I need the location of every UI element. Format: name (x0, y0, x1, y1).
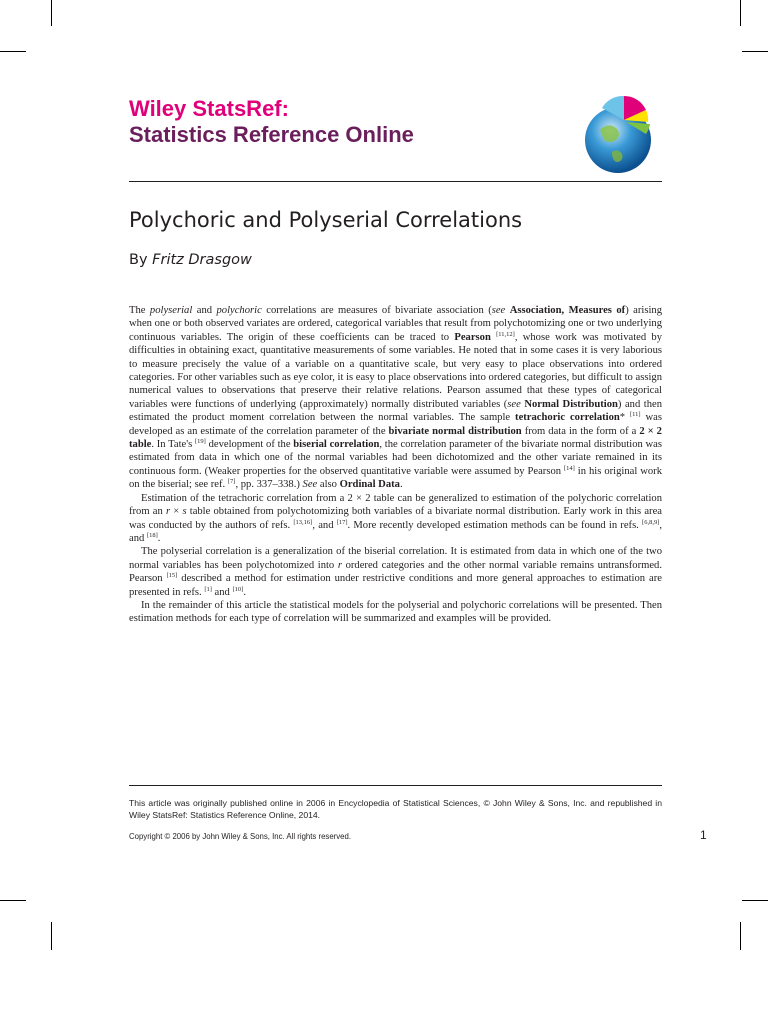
crop-mark (51, 922, 52, 950)
paragraph-4 (129, 599, 662, 626)
citation[interactable]: [7] (227, 478, 236, 486)
text: , and (129, 519, 663, 544)
citation[interactable]: [11,12] (496, 330, 515, 338)
page-number: 1 (700, 828, 707, 842)
article-body (129, 304, 662, 626)
citation[interactable]: [11] (630, 411, 641, 419)
article-title: Polychoric and Polyserial Correlations (129, 208, 523, 232)
text: . More recently developed estimation methods can be found in refs. (347, 519, 643, 531)
see-label: See (302, 479, 318, 491)
text: and (192, 305, 217, 316)
text: The (129, 305, 150, 316)
text: also (317, 479, 340, 491)
text: from data in the form of a (521, 425, 640, 437)
text: described a method for estimation under restrictive conditions and more general approaches to estimation are presented in refs. (129, 573, 662, 598)
cross-reference-link[interactable]: biserial correlation (293, 439, 380, 451)
publication-note: This article was originally published online in 2006 in Encyclopedia of Statistical Sciences, © John Wiley & Sons, Inc. and republished in Wiley StatsRef: Statistics Reference Online, 2014. (129, 798, 662, 820)
crop-mark (742, 51, 768, 52)
math-variable: s (182, 506, 187, 518)
cross-reference-link[interactable]: tetrachoric correlation (515, 412, 620, 424)
see-label: see (491, 305, 506, 316)
text: . (399, 479, 403, 491)
crop-mark (0, 900, 26, 901)
text: ordered categories and the other normal variable remains untransformed. Pearson (129, 559, 662, 585)
brand-title (129, 96, 414, 148)
cross-reference-link[interactable]: Association, Measures of (509, 305, 626, 316)
math-variable: r (165, 506, 171, 518)
text: . (157, 532, 161, 544)
paragraph-2 (129, 492, 662, 546)
text: table obtained from polychotomizing both variables of a bivariate normal distribution. Early work in this area was conducted by the authors of refs. (129, 506, 662, 531)
text: was developed as an estimate of the correlation parameter of the (129, 412, 662, 437)
text: , pp. 337–338.) (235, 479, 303, 491)
text: correlations are measures of bivariate association ( (261, 305, 492, 316)
header-rule (129, 181, 662, 182)
citation[interactable]: [13,16] (293, 518, 313, 526)
cross-reference-link[interactable]: 2 × 2 table (129, 425, 662, 451)
crop-mark (740, 0, 741, 26)
term: polychoric (216, 305, 262, 316)
citation[interactable]: [15] (166, 572, 178, 580)
brand-line-1: Wiley StatsRef: (129, 96, 289, 121)
author-name: Fritz Drasgow (152, 252, 252, 268)
crop-mark (740, 922, 741, 950)
text: and (211, 586, 233, 598)
citation[interactable]: [6,8,9] (642, 518, 660, 526)
text: . (243, 586, 246, 598)
cross-reference-link[interactable]: bivariate normal distribution (388, 425, 522, 437)
text: In the remainder of this article the statistical models for the polyserial and polychoric correlations will be presented. Then estimation methods for each type of correlation will be summarized and examples will be provided. (129, 599, 662, 625)
crop-mark (742, 900, 768, 901)
text: development of the (205, 439, 294, 451)
brand-line-2: Statistics Reference Online (129, 122, 414, 147)
see-label: see (507, 398, 521, 410)
text: , whose work was motivated by difficulties in obtaining exact, quantitative measurements of some variables. He noted that in some cases it is very laborious to measure precisely the value of a variable on a quantitative scale, but very easy to place observations into ordered categories. For other variables such as eye color, it is easy to place observations into ordered categories, but difficult to assign numerical values to observations that preserve their relative relations. Pearson assumed that these types of categorical variables were functions of underlying (approximately) normally distributed variables ( (129, 331, 663, 410)
byline-prefix: By (129, 252, 148, 268)
citation[interactable]: [19] (194, 438, 206, 446)
citation[interactable]: [14] (564, 464, 575, 472)
citation[interactable]: [18] (146, 531, 158, 539)
asterisk: * (619, 412, 626, 424)
text: Estimation of the tetrachoric correlation from a 2 × 2 table can be generalized to estimation of the polychoric correlation from an (129, 492, 662, 518)
citation[interactable]: [1] (204, 585, 212, 593)
term: polyserial (149, 305, 193, 316)
cross-reference-link[interactable]: Normal Distribution (524, 398, 618, 410)
paragraph-1 (129, 304, 662, 492)
crop-mark (51, 0, 52, 26)
byline (129, 252, 252, 268)
crop-mark (0, 51, 26, 52)
text: × (170, 506, 183, 518)
cross-reference-link[interactable]: Ordinal Data (339, 479, 400, 491)
globe-pie-chart-icon (578, 90, 664, 176)
copyright-notice: Copyright © 2006 by John Wiley & Sons, Inc. All rights reserved. (129, 832, 351, 841)
citation[interactable]: [10] (232, 585, 244, 593)
text: ) and then estimated the product moment correlation between the normal variables. The sample (129, 398, 662, 424)
text: ) arising when one or both observed variates are ordered, categorical variables that result from polychotomizing one or two underlying continuous variables. The origin of these coefficients can be traced to (129, 305, 663, 343)
text: . In Tate's (151, 439, 195, 451)
text: , and (312, 519, 337, 531)
citation[interactable]: [17] (336, 518, 348, 526)
text: The polyserial correlation is a generalization of the biserial correlation. It is estimated from data in which one of the two normal variables has been polychotomized into (129, 546, 662, 571)
text: , the correlation parameter of the bivariate normal distribution was estimated from data in which one of the normal variables had been dichotomized and the other variate remained in its continuous form. (Weaker properties for the observed quantitative variable were assumed by Pearson (129, 439, 663, 477)
paragraph-3 (129, 545, 662, 599)
text: in his original work on the biserial; see ref. (129, 465, 662, 491)
footer-rule (129, 785, 662, 786)
cross-reference-link[interactable]: Pearson (454, 331, 491, 343)
math-variable: r (337, 559, 342, 571)
